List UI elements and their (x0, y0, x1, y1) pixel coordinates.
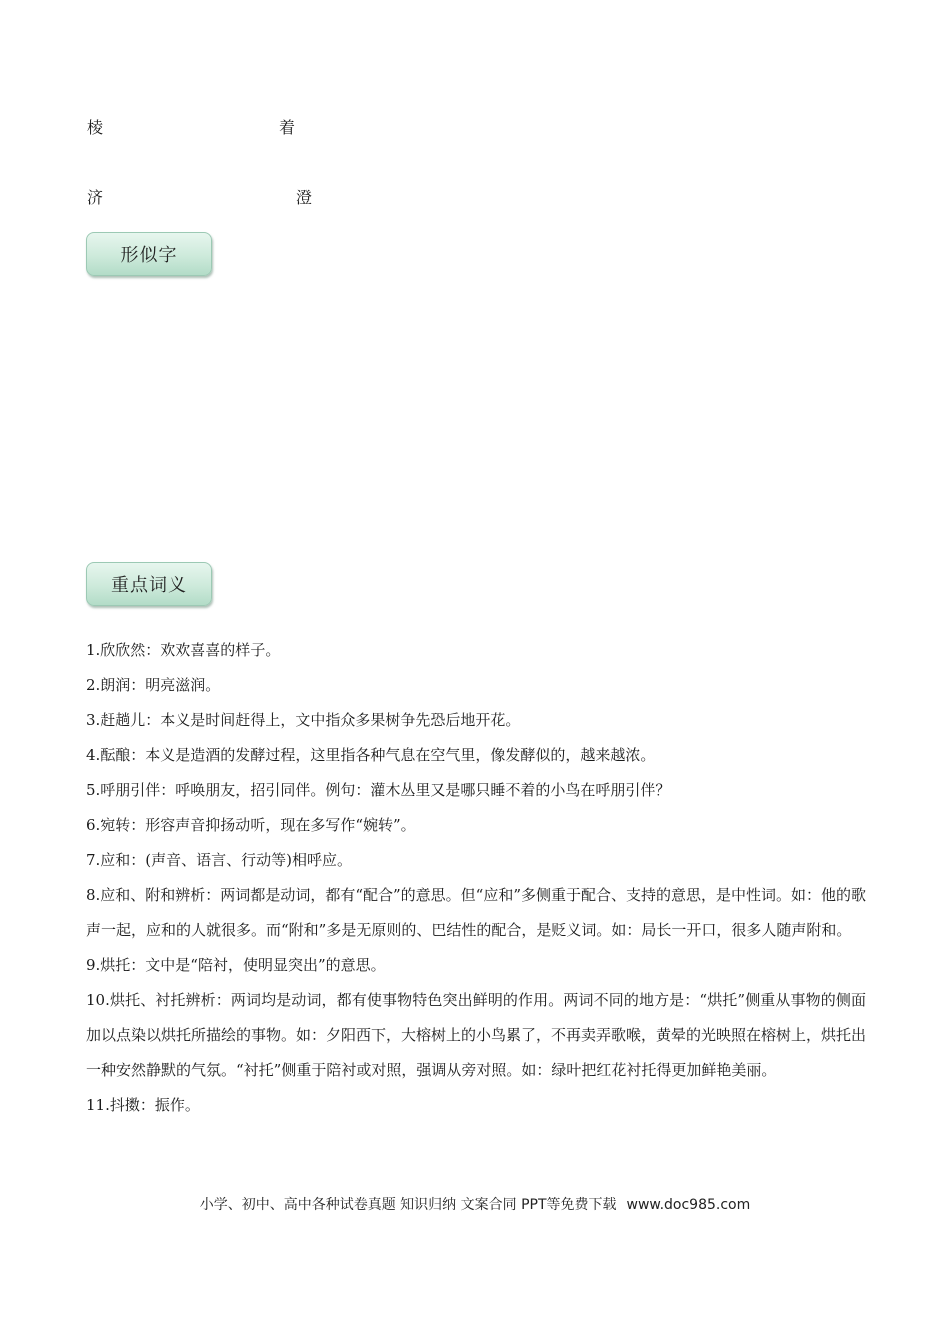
definition-item: 8.应和、附和辨析：两词都是动词，都有“配合”的意思。但“应和”多侧重于配合、支持的意思，是中性词。如：他的歌声一起，应和的人就很多。而“附和”多是无原则的、巴结性的配合，是贬义词。如：局长一开口，很多人随声附和。 (86, 886, 866, 939)
definition-item: 9.烘托：文中是“陪衬，使明显突出”的意思。 (86, 956, 386, 974)
char-ji: 济 (87, 188, 104, 207)
definition-item: 2.朗润：明亮滋润。 (86, 676, 221, 694)
definition-item: 6.宛转：形容声音抑扬动听，现在多写作“婉转”。 (86, 816, 416, 834)
section-title-key-words: 重点词义 (86, 562, 212, 606)
char-zhe: 着 (279, 118, 296, 137)
definition-item: 1.欣欣然：欢欢喜喜的样子。 (86, 641, 281, 659)
definition-list (86, 633, 866, 1123)
section-title-similar-chars: 形似字 (86, 232, 212, 276)
definition-item: 3.赶趟儿：本义是时间赶得上，文中指众多果树争先恐后地开花。 (86, 711, 521, 729)
char-cheng: 澄 (296, 188, 313, 207)
definition-item: 5.呼朋引伴：呼唤朋友，招引同伴。例句：灌木丛里又是哪只睡不着的小鸟在呼朋引伴？ (86, 781, 671, 799)
definition-item: 11.抖擞：振作。 (86, 1096, 200, 1114)
definition-item: 7.应和：(声音、语言、行动等)相呼应。 (86, 851, 353, 869)
footer-url-link[interactable]: www.doc985.com (626, 1197, 751, 1213)
footer (0, 1193, 950, 1217)
footer-text: 小学、初中、高中各种试卷真题 知识归纳 文案合同 PPT等免费下载 (199, 1197, 617, 1213)
char-ling: 棱 (87, 118, 104, 137)
definition-item: 4.酝酿：本义是造酒的发酵过程，这里指各种气息在空气里，像发酵似的，越来越浓。 (86, 746, 656, 764)
definition-item: 10.烘托、衬托辨析：两词均是动词，都有使事物特色突出鲜明的作用。两词不同的地方是：“烘托”侧重从事物的侧面加以点染以烘托所描绘的事物。如：夕阳西下，大榕树上的小鸟累了，不再卖弄歌喉，黄晕的光映照在榕树上，烘托出一种安然静默的气氛。“衬托”侧重于陪衬或对照，强调从旁对照。如：绿叶把红花衬托得更加鲜艳美丽。 (86, 991, 867, 1079)
